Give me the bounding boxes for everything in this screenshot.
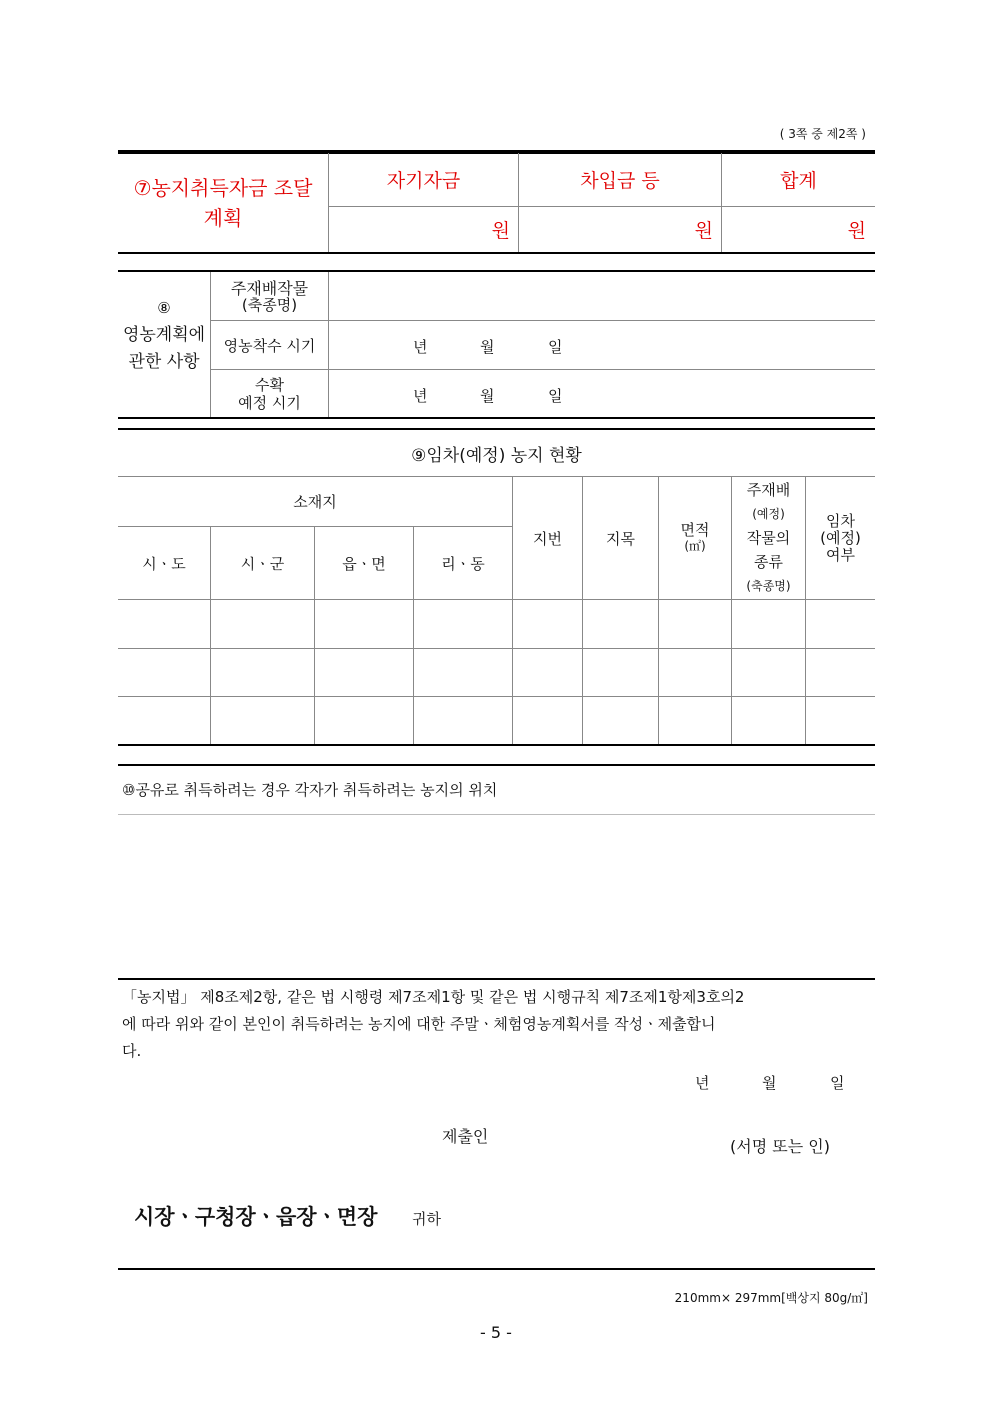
- start-month: 월: [480, 338, 495, 356]
- main-crop-label: [211, 273, 328, 320]
- harvest-time-label-line1: 수확: [255, 375, 284, 394]
- eupmyeon-header: 읍ㆍ면: [342, 554, 386, 573]
- ridong-header: 리ㆍ동: [441, 554, 485, 573]
- declaration-line2: 에 따라 위와 같이 본인이 취득하려는 농지에 대한 주말ㆍ체험영농계획서를 작성ㆍ제출합니: [122, 1015, 716, 1033]
- shared-ownership-field[interactable]: [118, 815, 875, 978]
- lease-header-line1: 임차: [826, 511, 855, 530]
- jimok-header: 지목: [606, 529, 635, 548]
- crop-type-header: [732, 477, 805, 599]
- submit-month: 월: [762, 1074, 777, 1092]
- harvest-month: 월: [480, 387, 495, 405]
- lease-header-line3: 여부: [826, 545, 855, 564]
- leased-land-title: ⑨임차(예정) 농지 현황: [411, 445, 582, 466]
- sigun-header: 시ㆍ군: [240, 554, 285, 573]
- submit-year: 년: [695, 1074, 710, 1092]
- table-row[interactable]: [118, 649, 875, 696]
- submit-day: 일: [830, 1074, 845, 1092]
- table-row[interactable]: [118, 600, 875, 648]
- lease-header-line2: (예정): [820, 528, 861, 547]
- paper-spec: 210mm× 297mm[백상지 80g/㎡]: [674, 1291, 868, 1305]
- own-funds-unit: 원: [491, 220, 510, 242]
- table-row[interactable]: [118, 697, 875, 744]
- main-crop-label-line1: 주재배작물: [230, 278, 309, 298]
- main-crop-value[interactable]: [329, 273, 875, 320]
- crop-type-line2: (예정): [752, 507, 785, 521]
- harvest-time-label: [211, 370, 328, 417]
- page-number: - 5 -: [480, 1323, 512, 1342]
- farming-plan-label-line1: 영농계획에: [122, 324, 206, 345]
- crop-type-line3: 작물의: [746, 529, 791, 547]
- declaration-text: [122, 984, 744, 1065]
- location-header: 소재지: [293, 493, 337, 511]
- crop-type-line1: 주재배: [746, 481, 791, 499]
- farming-plan-label-line2: 관한 사항: [128, 351, 200, 372]
- farming-plan-number: ⑧: [157, 298, 171, 317]
- total-unit: 원: [847, 220, 866, 242]
- declaration-line1: 「농지법」 제8조제2항, 같은 법 시행령 제7조제1항 및 같은 법 시행규칙 제7조제1항제3호의2: [122, 988, 745, 1006]
- addressee: 시장ㆍ구청장ㆍ읍장ㆍ면장: [134, 1205, 378, 1229]
- area-header: [659, 477, 731, 599]
- crop-type-line4: 종류: [754, 553, 783, 571]
- total-header: 합계: [780, 170, 817, 192]
- main-crop-label-line2: (축종명): [241, 295, 298, 314]
- page-indicator: ( 3쪽 중 제2쪽 ): [779, 127, 866, 141]
- declaration-line3: 다.: [122, 1042, 142, 1060]
- submitter-label: 제출인: [442, 1127, 489, 1146]
- farming-plan-label: [118, 290, 210, 380]
- crop-type-line5: (축종명): [746, 579, 791, 593]
- sido-header: 시ㆍ도: [142, 554, 186, 573]
- start-day: 일: [548, 338, 563, 356]
- jibeon-header: 지번: [533, 529, 562, 548]
- loan-unit: 원: [694, 220, 713, 242]
- start-year: 년: [413, 338, 428, 356]
- shared-ownership-title: ⑩공유로 취득하려는 경우 각자가 취득하려는 농지의 위치: [122, 781, 498, 799]
- lease-header: [806, 477, 875, 599]
- harvest-year: 년: [413, 387, 428, 405]
- funding-plan-label-line2: 계획: [203, 205, 243, 230]
- area-header-line1: 면적: [680, 521, 710, 539]
- funding-plan-label: [118, 153, 328, 252]
- signature-placeholder[interactable]: (서명 또는 인): [730, 1137, 830, 1156]
- funding-plan-label-line1: ⑦농지취득자금 조달: [133, 175, 313, 200]
- start-time-label: 영농착수 시기: [223, 336, 316, 355]
- harvest-time-label-line2: 예정 시기: [238, 393, 301, 412]
- own-funds-header: 자기자금: [386, 170, 461, 192]
- honorific: 귀하: [412, 1210, 441, 1228]
- area-header-line2: (㎡): [684, 539, 706, 553]
- harvest-day: 일: [548, 387, 563, 405]
- loan-header: 차입금 등: [580, 170, 660, 192]
